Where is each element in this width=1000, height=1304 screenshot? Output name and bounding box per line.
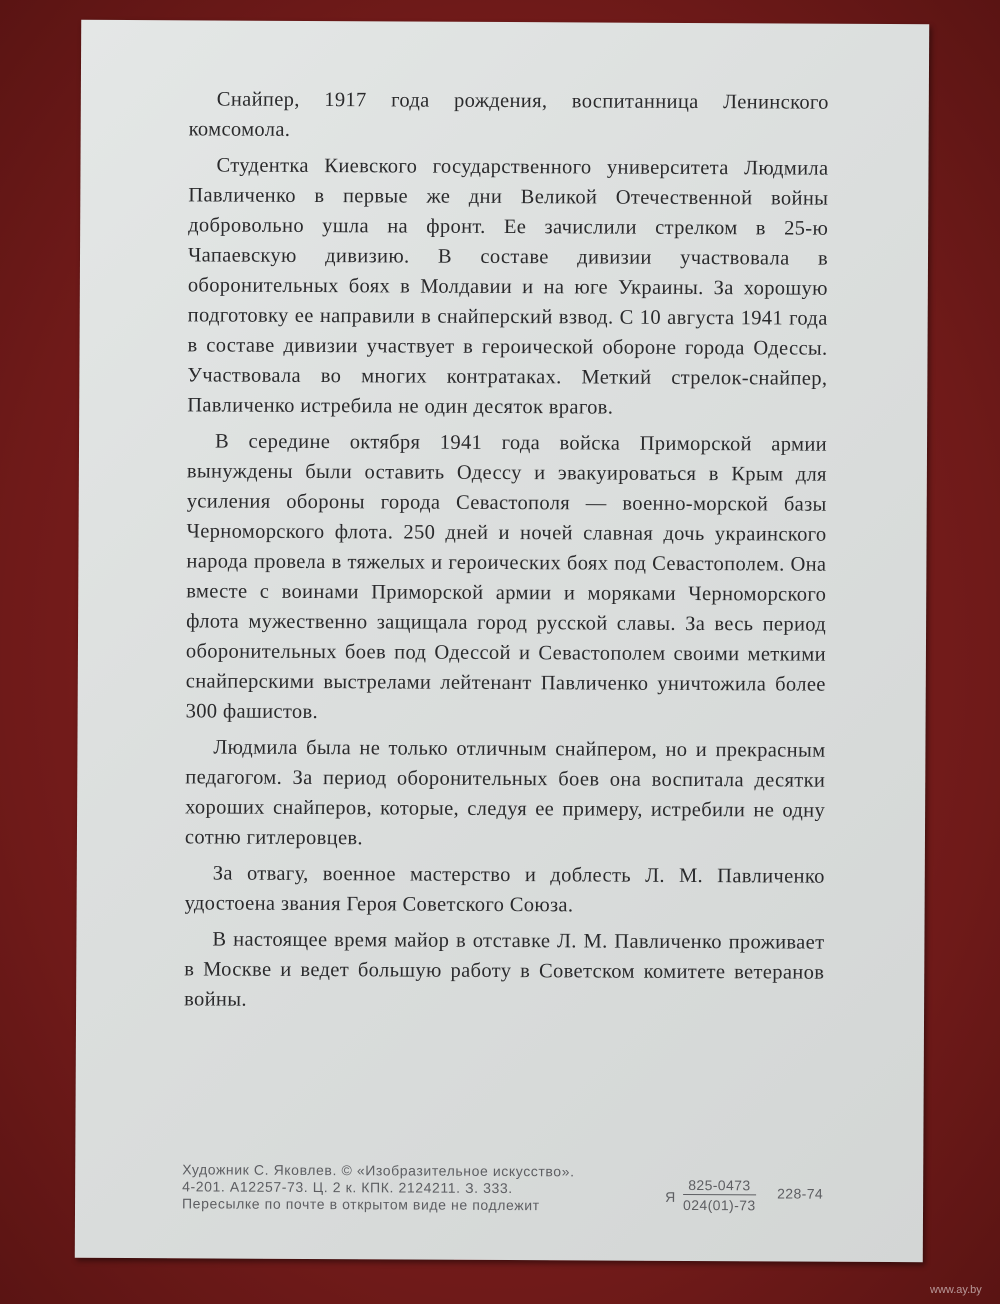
paragraph-6: В настоящее время майор в отставке Л. М. Павличенко проживает в Москве и ведет большую работу в Советском комитете ветеранов войны. xyxy=(184,928,825,1011)
imprint-mail-notice: Пересылке по почте в открытом виде не подлежит xyxy=(182,1195,540,1214)
paragraph-4: Людмила была не только отличным снайпером, но и прекрасным педагогом. За период оборонительных боев она воспитала десятки хороших снайперов, которые, следуя ее примеру, истребили не одну сотню гитлеровцев. xyxy=(184,736,826,850)
postcard-back xyxy=(75,20,929,1262)
imprint-artist-line: Художник С. Яковлев. © «Изобразительное искусство». xyxy=(182,1161,575,1180)
paragraph-1: Снайпер, 1917 года рождения, воспитанница Ленинского комсомола. xyxy=(188,88,829,141)
catalog-code-denominator: 024(01)-73 xyxy=(683,1196,756,1214)
catalog-code-numerator: 825-0473 xyxy=(683,1177,756,1195)
catalog-code-fraction xyxy=(683,1177,756,1213)
biography-text xyxy=(184,84,829,1023)
paragraph-5: За отвагу, военное мастерство и доблесть Л. М. Павличенко удостоена звания Героя Советского Союза. xyxy=(184,862,825,917)
paragraph-3: В середине октября 1941 года войска Приморской армии вынуждены были оставить Одессу и эвакуироваться в Крым для усиления обороны города Севастополя — военно-морской базы Черноморского флота. 250 дней и ночей славная дочь украинского народа провела в тяжелых и героических боях под Севастополем. Она вместе с воинами Приморской армии и моряками Черноморского флота мужественно защищала город русской славы. За весь период оборонительных боев под Одессой и Севастополем своими меткими снайперскими выстрелами лейтенант Павличенко уничтожила более 300 фашистов. xyxy=(185,430,828,724)
catalog-code-suffix: 228-74 xyxy=(777,1185,824,1202)
imprint-codes-line: 4-201. А12257-73. Ц. 2 к. КПК. 2124211. З. 333. xyxy=(182,1178,513,1197)
paragraph-2: Студентка Киевского государственного университета Людмила Павличенко в первые же дни Великой Отечественной войны добровольно ушла на фронт. Ее зачислили стрелком в 25-ю Чапаевскую дивизию. В составе дивизии участвовала в оборонительных боях в Молдавии и на юге Украины. За хорошую подготовку ее направили в снайперский взвод. С 10 августа 1941 года в составе дивизии участвует в героической обороне города Одессы. Участвовала во многих контратаках. Меткий стрелок-снайпер, Павличенко истребила не один десяток врагов. xyxy=(187,154,829,419)
catalog-code-prefix: Я xyxy=(665,1188,676,1205)
site-watermark: www.ay.by xyxy=(930,1284,982,1296)
